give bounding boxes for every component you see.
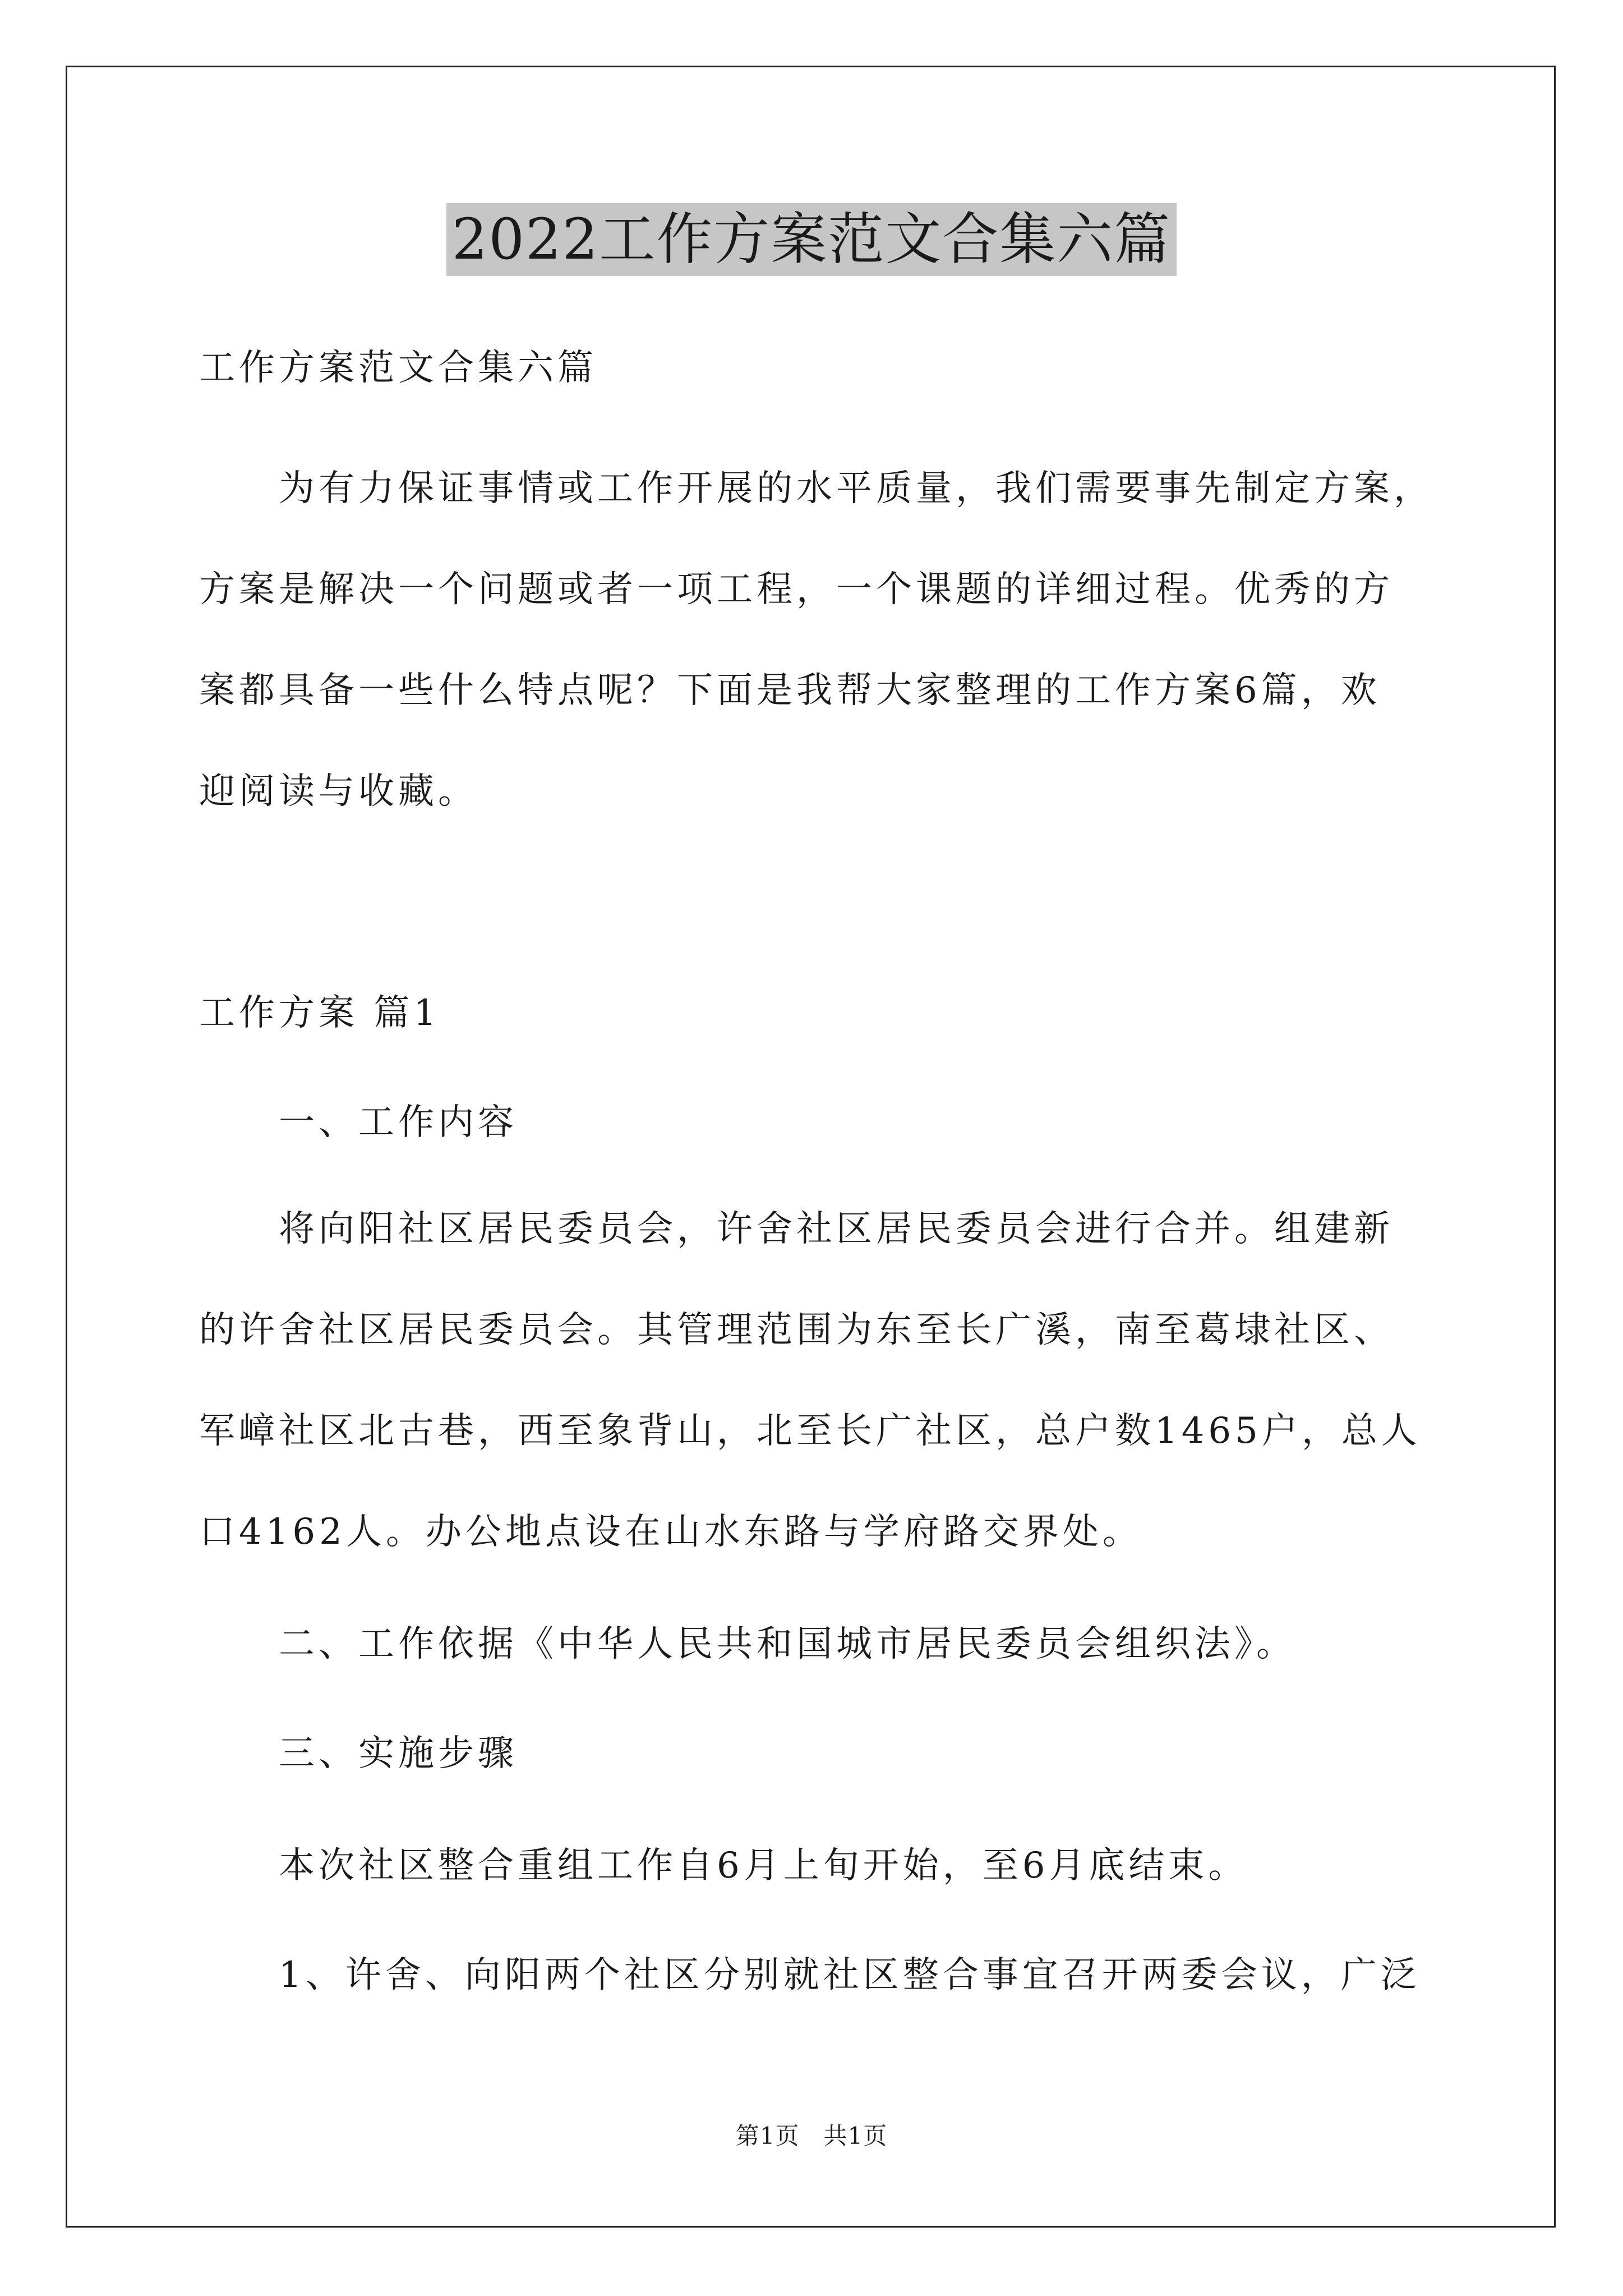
text-line-9: 的许舍社区居民委员会。其管理范围为东至长广溪，南至葛埭社区、: [199, 1309, 1394, 1351]
text-line-4: 案都具备一些什么特点呢？下面是我帮大家整理的工作方案6篇，欢: [199, 670, 1381, 711]
text-line-14: 本次社区整合重组工作自6月上旬开始，至6月底结束。: [199, 1845, 1248, 1887]
text-line-7: 一、工作内容: [199, 1102, 518, 1143]
text-line-2: 为有力保证事情或工作开展的水平质量，我们需要事先制定方案，: [199, 468, 1433, 509]
text-line-8: 将向阳社区居民委员会，许舍社区居民委员会进行合并。组建新: [199, 1208, 1394, 1250]
text-line-15: 1、许舍、向阳两个社区分别就社区整合事宜召开两委会议，广泛: [199, 1954, 1421, 1996]
text-line-12: 二、工作依据《中华人民共和国城市居民委员会组织法》。: [199, 1623, 1296, 1665]
text-line-13: 三、实施步骤: [199, 1733, 518, 1774]
text-line-1: 工作方案范文合集六篇: [199, 347, 597, 389]
text-line-10: 军嶂社区北古巷，西至象背山，北至长广社区，总户数1465户，总人: [199, 1410, 1421, 1452]
document-title: 2022工作方案范文合集六篇: [446, 203, 1177, 276]
text-line-3: 方案是解决一个问题或者一项工程，一个课题的详细过程。优秀的方: [199, 569, 1394, 610]
title-container: [0, 203, 1623, 276]
text-line-11: 口4162人。办公地点设在山水东路与学府路交界处。: [199, 1511, 1142, 1553]
page-footer: [0, 2120, 1623, 2152]
page-number: 第1页 共1页: [735, 2122, 888, 2150]
text-line-6: 工作方案 篇1: [199, 992, 441, 1034]
text-line-5: 迎阅读与收藏。: [199, 771, 478, 812]
